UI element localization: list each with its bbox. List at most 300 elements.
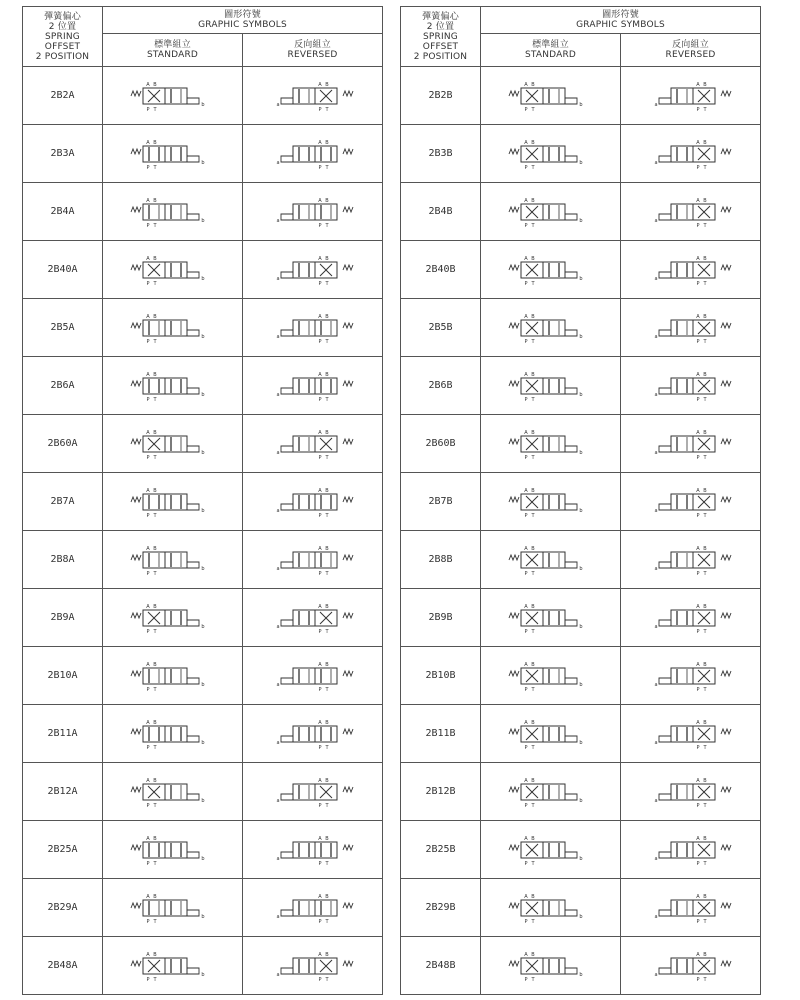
spring-icon [131,497,141,502]
standard-symbol-cell [481,821,621,879]
port-b-label: B [702,487,707,494]
solenoid-label: b [578,971,583,978]
port-t-label: T [152,570,157,577]
spring-icon [509,903,519,908]
solenoid-label: b [200,913,205,920]
solenoid-label: b [200,971,205,978]
table-row [23,67,383,125]
spring-icon [509,381,519,386]
table-row [23,415,383,473]
port-a-label: A [523,893,528,900]
reversed-symbol-cell [243,937,383,995]
valve-envelope [543,958,565,974]
port-b-label: B [152,951,157,958]
port-t-label: T [530,222,535,229]
port-b-label: B [530,81,535,88]
solenoid-icon [281,272,293,278]
model-code: 2B5B [401,299,481,357]
port-p-label: P [145,918,150,925]
spring-icon [509,207,519,212]
valve-symbol-icon [123,946,223,986]
solenoid-icon [281,678,293,684]
port-p-label: P [145,686,150,693]
spring-icon [131,903,141,908]
standard-symbol-cell [481,763,621,821]
graphic-symbols-header [103,7,383,34]
valve-symbol-icon [501,424,601,464]
spring-icon [509,729,519,734]
valve-symbol-icon [263,482,363,522]
spring-icon [721,323,731,328]
port-p-label: P [317,512,322,519]
port-t-label: T [702,570,707,577]
standard-symbol-cell [103,589,243,647]
spring-icon [509,323,519,328]
solenoid-icon [281,852,293,858]
valve-symbol-icon [641,888,741,928]
solenoid-icon [187,678,199,684]
valve-envelope [671,204,693,220]
standard-symbol-cell [481,183,621,241]
valve-symbol-icon [123,598,223,638]
spring-icon [721,613,731,618]
solenoid-icon [565,678,577,684]
solenoid-label: a [653,739,658,746]
port-a-label: A [523,719,528,726]
valve-envelope [671,494,693,510]
port-b-label: B [152,429,157,436]
valve-symbol-icon [641,308,741,348]
valve-envelope [165,262,187,278]
valve-envelope [165,610,187,626]
port-p-label: P [317,802,322,809]
port-p-label: P [695,106,700,113]
valve-symbol-icon [123,772,223,812]
model-code: 2B9A [23,589,103,647]
solenoid-icon [565,968,577,974]
model-code: 2B29A [23,879,103,937]
valve-symbol-icon [263,424,363,464]
port-a-label: A [695,255,700,262]
header-line: 標準組立 [532,40,569,50]
port-t-label: T [530,280,535,287]
valve-symbol-icon [263,772,363,812]
port-b-label: B [702,197,707,204]
spring-icon [721,787,731,792]
port-p-label: P [695,222,700,229]
model-code: 2B5A [23,299,103,357]
valve-symbol-icon [263,76,363,116]
solenoid-icon [659,156,671,162]
port-t-label: T [152,222,157,229]
reversed-symbol-cell [243,589,383,647]
valve-envelope [293,784,315,800]
spring-icon [343,845,353,850]
port-b-label: B [324,487,329,494]
model-code: 2B7A [23,473,103,531]
port-a-label: A [145,255,150,262]
port-a-label: A [317,371,322,378]
valve-symbol-icon [501,830,601,870]
valve-envelope [293,262,315,278]
solenoid-icon [565,620,577,626]
port-t-label: T [530,686,535,693]
spring-icon [721,729,731,734]
reversed-symbol-cell [243,763,383,821]
port-p-label: P [695,280,700,287]
valve-envelope [671,320,693,336]
header-line: 標準組立 [154,40,191,50]
port-b-label: B [324,777,329,784]
solenoid-icon [187,968,199,974]
reversed-symbol-cell [243,183,383,241]
model-code: 2B6A [23,357,103,415]
valve-envelope [293,958,315,974]
table-row [401,821,761,879]
port-p-label: P [523,976,528,983]
port-a-label: A [523,139,528,146]
valve-symbol-icon [501,656,601,696]
port-p-label: P [145,164,150,171]
header-line: GRAPHIC SYMBOLS [198,20,287,30]
port-b-label: B [152,255,157,262]
valve-symbol-icon [501,192,601,232]
port-b-label: B [702,603,707,610]
port-t-label: T [152,918,157,925]
port-p-label: P [695,918,700,925]
standard-symbol-cell [103,299,243,357]
port-b-label: B [152,313,157,320]
valve-symbol-icon [641,714,741,754]
port-t-label: T [152,802,157,809]
spring-icon [509,787,519,792]
valve-envelope [543,668,565,684]
valve-symbol-icon [123,76,223,116]
standard-header [103,34,243,67]
solenoid-icon [281,968,293,974]
port-t-label: T [702,106,707,113]
port-a-label: A [145,603,150,610]
table-row [23,183,383,241]
standard-symbol-cell [481,879,621,937]
valve-symbol-icon [501,598,601,638]
port-p-label: P [317,570,322,577]
valve-envelope [293,842,315,858]
valve-envelope [165,88,187,104]
standard-symbol-cell [481,241,621,299]
port-b-label: B [152,487,157,494]
standard-symbol-cell [103,357,243,415]
solenoid-label: a [275,797,280,804]
solenoid-label: b [200,101,205,108]
model-code: 2B3B [401,125,481,183]
port-a-label: A [695,835,700,842]
valve-envelope [143,146,165,162]
port-a-label: A [317,81,322,88]
model-code: 2B48A [23,937,103,995]
port-p-label: P [145,802,150,809]
port-b-label: B [324,429,329,436]
port-t-label: T [324,860,329,867]
port-p-label: P [695,454,700,461]
spring-icon [131,265,141,270]
port-p-label: P [145,454,150,461]
spring-icon [343,787,353,792]
port-a-label: A [695,139,700,146]
solenoid-label: b [200,449,205,456]
port-p-label: P [317,860,322,867]
solenoid-label: b [200,739,205,746]
port-p-label: P [317,222,322,229]
port-t-label: T [152,396,157,403]
header-line: 2 POSITION [35,51,90,62]
standard-symbol-cell [481,125,621,183]
valve-envelope [671,610,693,626]
standard-symbol-cell [103,125,243,183]
port-t-label: T [530,570,535,577]
valve-symbol-icon [641,250,741,290]
spring-icon [343,91,353,96]
valve-symbol-icon [123,134,223,174]
port-a-label: A [695,603,700,610]
reversed-header [621,34,761,67]
valve-envelope [165,842,187,858]
port-t-label: T [702,338,707,345]
valve-envelope [543,726,565,742]
solenoid-icon [565,504,577,510]
port-t-label: T [702,976,707,983]
valve-symbol-icon [641,598,741,638]
reversed-symbol-cell [621,357,761,415]
reversed-symbol-cell [621,415,761,473]
port-p-label: P [145,744,150,751]
port-b-label: B [152,197,157,204]
solenoid-icon [281,388,293,394]
spring-icon [131,91,141,96]
header-line: STANDARD [146,50,199,60]
valve-envelope [543,204,565,220]
port-p-label: P [523,918,528,925]
solenoid-label: b [578,391,583,398]
table-row [401,937,761,995]
valve-envelope [543,552,565,568]
table-row [23,473,383,531]
port-p-label: P [695,570,700,577]
port-a-label: A [523,835,528,842]
port-p-label: P [695,976,700,983]
valve-envelope [543,610,565,626]
solenoid-icon [659,446,671,452]
port-b-label: B [702,255,707,262]
spring-icon [509,671,519,676]
solenoid-icon [659,620,671,626]
solenoid-label: b [578,855,583,862]
solenoid-icon [659,852,671,858]
spring-icon [343,207,353,212]
port-a-label: A [317,951,322,958]
spring-icon [131,961,141,966]
valve-envelope [543,88,565,104]
solenoid-icon [187,446,199,452]
solenoid-label: b [578,217,583,224]
valve-envelope [293,320,315,336]
standard-symbol-cell [481,415,621,473]
port-p-label: P [145,338,150,345]
solenoid-icon [659,736,671,742]
table-row [23,299,383,357]
port-t-label: T [152,280,157,287]
port-a-label: A [317,197,322,204]
port-t-label: T [324,512,329,519]
port-b-label: B [324,893,329,900]
model-code: 2B6B [401,357,481,415]
solenoid-label: a [653,971,658,978]
port-p-label: P [523,106,528,113]
valve-envelope [671,146,693,162]
solenoid-icon [659,330,671,336]
valve-envelope [543,784,565,800]
header-line: 反向組立 [672,40,709,50]
port-t-label: T [530,744,535,751]
port-p-label: P [145,570,150,577]
port-p-label: P [145,512,150,519]
model-code: 2B10A [23,647,103,705]
solenoid-label: a [653,275,658,282]
standard-symbol-cell [103,473,243,531]
valve-symbol-icon [501,366,601,406]
standard-symbol-cell [481,357,621,415]
valve-symbol-icon [123,830,223,870]
standard-symbol-cell [481,67,621,125]
port-t-label: T [530,164,535,171]
port-p-label: P [695,396,700,403]
valve-envelope [165,320,187,336]
model-code: 2B10B [401,647,481,705]
port-t-label: T [152,512,157,519]
valve-envelope [143,668,165,684]
valve-symbol-icon [263,540,363,580]
solenoid-icon [187,562,199,568]
valve-envelope [143,900,165,916]
reversed-symbol-cell [243,705,383,763]
port-t-label: T [702,918,707,925]
model-code: 2B8A [23,531,103,589]
port-t-label: T [152,860,157,867]
port-b-label: B [530,487,535,494]
valve-envelope [165,378,187,394]
valve-symbol-icon [123,482,223,522]
reversed-symbol-cell [243,879,383,937]
port-a-label: A [523,81,528,88]
port-t-label: T [152,976,157,983]
valve-symbol-icon [641,540,741,580]
spring-icon [343,613,353,618]
solenoid-icon [281,214,293,220]
port-a-label: A [145,313,150,320]
standard-header [481,34,621,67]
solenoid-label: a [653,565,658,572]
solenoid-label: a [653,681,658,688]
port-a-label: A [145,371,150,378]
table-row [401,299,761,357]
solenoid-icon [187,388,199,394]
valve-symbol-icon [501,134,601,174]
table-row [23,241,383,299]
port-b-label: B [530,835,535,842]
header-line: GRAPHIC SYMBOLS [576,20,665,30]
valve-envelope [543,262,565,278]
port-t-label: T [702,396,707,403]
port-t-label: T [530,338,535,345]
valve-envelope [293,726,315,742]
port-t-label: T [324,976,329,983]
solenoid-label: a [275,681,280,688]
solenoid-label: b [578,623,583,630]
port-b-label: B [702,777,707,784]
port-b-label: B [530,429,535,436]
port-a-label: A [695,81,700,88]
valve-envelope [315,494,337,510]
reversed-header [243,34,383,67]
solenoid-icon [659,272,671,278]
spring-icon [131,439,141,444]
port-t-label: T [324,454,329,461]
port-b-label: B [324,139,329,146]
reversed-symbol-cell [243,531,383,589]
model-code: 2B40B [401,241,481,299]
port-p-label: P [695,802,700,809]
solenoid-label: b [200,333,205,340]
port-b-label: B [702,545,707,552]
valve-envelope [315,668,337,684]
port-a-label: A [523,487,528,494]
solenoid-label: b [578,333,583,340]
spring-icon [509,845,519,850]
port-p-label: P [695,686,700,693]
solenoid-icon [659,794,671,800]
model-column-header [23,7,103,67]
port-a-label: A [317,313,322,320]
valve-envelope [543,146,565,162]
header-line: REVERSED [665,50,716,60]
port-b-label: B [324,545,329,552]
model-code: 2B60A [23,415,103,473]
solenoid-icon [187,98,199,104]
spring-icon [721,439,731,444]
solenoid-icon [659,214,671,220]
solenoid-icon [565,156,577,162]
port-t-label: T [702,860,707,867]
valve-symbol-icon [501,946,601,986]
spring-icon [721,961,731,966]
valve-symbol-icon [123,366,223,406]
port-a-label: A [523,429,528,436]
solenoid-icon [187,504,199,510]
standard-symbol-cell [103,937,243,995]
standard-symbol-cell [481,937,621,995]
port-t-label: T [702,280,707,287]
reversed-symbol-cell [621,67,761,125]
port-a-label: A [317,777,322,784]
solenoid-icon [187,620,199,626]
solenoid-label: a [275,101,280,108]
model-code: 2B25B [401,821,481,879]
reversed-symbol-cell [243,647,383,705]
port-a-label: A [317,545,322,552]
reversed-symbol-cell [243,415,383,473]
header-line: STANDARD [524,50,577,60]
solenoid-label: a [275,739,280,746]
